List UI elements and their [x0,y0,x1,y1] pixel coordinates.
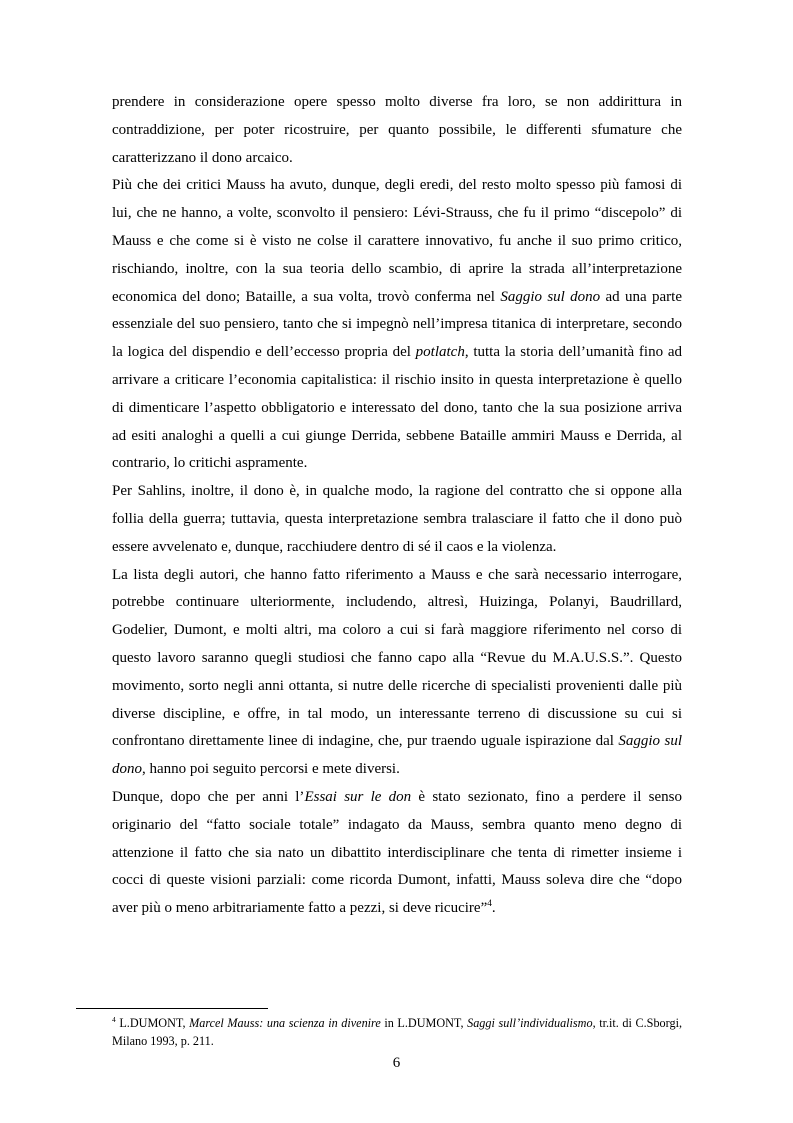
paragraph [112,784,682,923]
text-run: in L.DUMONT, [380,1016,468,1030]
footnote-marker: 4 [487,899,492,910]
body-text [112,89,682,923]
footnote-separator [76,1008,268,1009]
footnote [112,1014,682,1050]
text-run: , tutta la storia dell’umanità fino ad arrivare a criticare l’economia capitalistica: il rischio insito in questa interpretazione è quello di dimenticare l’aspetto obbligatorio e interessato del dono, tanto che la sua posizione arriva ad esiti analoghi a quelli a cui giunge Derrida, sebbene Bataille ammiri Mauss e Derrida, al contrario, lo critichi aspramente. [112,344,682,472]
text-run: Per Sahlins, inoltre, il dono è, in qualche modo, la ragione del contratto che si oppone alla follia della guerra; tuttavia, questa interpretazione sembra tralasciare il fatto che il dono può essere avvelenato e, dunque, racchiudere dentro di sé il caos e la violenza. [112,483,682,555]
paragraph [112,89,682,172]
text-run: . [491,900,496,917]
text-run: prendere in considerazione opere spesso molto diverse fra loro, se non addirittura in contraddizione, per poter ricostruire, per quanto possibile, le differenti sfumature che caratterizzano il dono arcaico. [112,94,682,166]
paragraph [112,478,682,561]
text-run: , tr.it. di C.Sborgi, Milano 1993, p. 211. [112,1016,683,1048]
text-run: L.DUMONT, [115,1016,190,1030]
italic-text: Saggi sull’individualismo [467,1016,593,1030]
text-run: Più che dei critici Mauss ha avuto, dunque, degli eredi, del resto molto spesso più famosi di lui, che ne hanno, a volte, sconvolto il pensiero: Lévi-Strauss, che fu il primo “discepolo” di Mauss e che come si è visto ne colse il carattere innovativo, fu anche il suo primo critico, rischiando, inoltre, con la sua teoria dello scambio, di aprire la strada all’interpretazione economica del dono; Bataille, a sua volta, trovò conferma nel [112,177,682,305]
page-number: 6 [392,1055,401,1071]
italic-text: Saggio sul dono [500,288,601,305]
italic-text: Marcel Mauss: una scienza in divenire [189,1016,381,1030]
text-run: Dunque, dopo che per anni l’ [112,788,305,805]
italic-text: potlatch [415,344,465,361]
text-run: ad una parte essenziale del suo pensiero, tanto che si impegnò nell’impresa titanica di interpretare, secondo la logica del dispendio e dell’eccesso propria del [112,288,682,361]
footnote-marker: 4 [112,1014,116,1024]
paragraph [112,172,682,478]
paragraph [112,562,682,784]
italic-text: Essai sur le don [304,788,412,805]
text-run: La lista degli autori, che hanno fatto riferimento a Mauss e che sarà necessario interrogare, potrebbe continuare ulteriormente, includendo, altresì, Huizinga, Polanyi, Baudrillard, Godelier, Dumont, e molti altri, ma coloro a cui si farà maggiore riferimento nel corso di questo lavoro saranno quegli studiosi che fanno capo alla “Revue du M.A.U.S.S.”. Questo movimento, sorto negli anni ottanta, si nutre delle ricerche di specialisti provenienti dalle più diverse discipline, e offre, in tal modo, un interessante terreno di discussione su cui si confrontano direttamente linee di indagine, che, pur traendo uguale ispirazione dal [112,566,682,750]
text-run: è stato sezionato, fino a perdere il senso originario del “fatto sociale totale” indagato da Mauss, sembra quanto meno degno di attenzione il fatto che sia nato un dibattito interdisciplinare che tenta di rimetter insieme i cocci di queste visioni parziali: come ricorda Dumont, infatti, Mauss soleva dire che “dopo aver più o meno arbitrariamente fatto a pezzi, si deve ricucire” [112,788,682,917]
text-run: , hanno poi seguito percorsi e mete diversi. [142,761,400,778]
italic-text: Saggio sul dono [112,733,682,778]
